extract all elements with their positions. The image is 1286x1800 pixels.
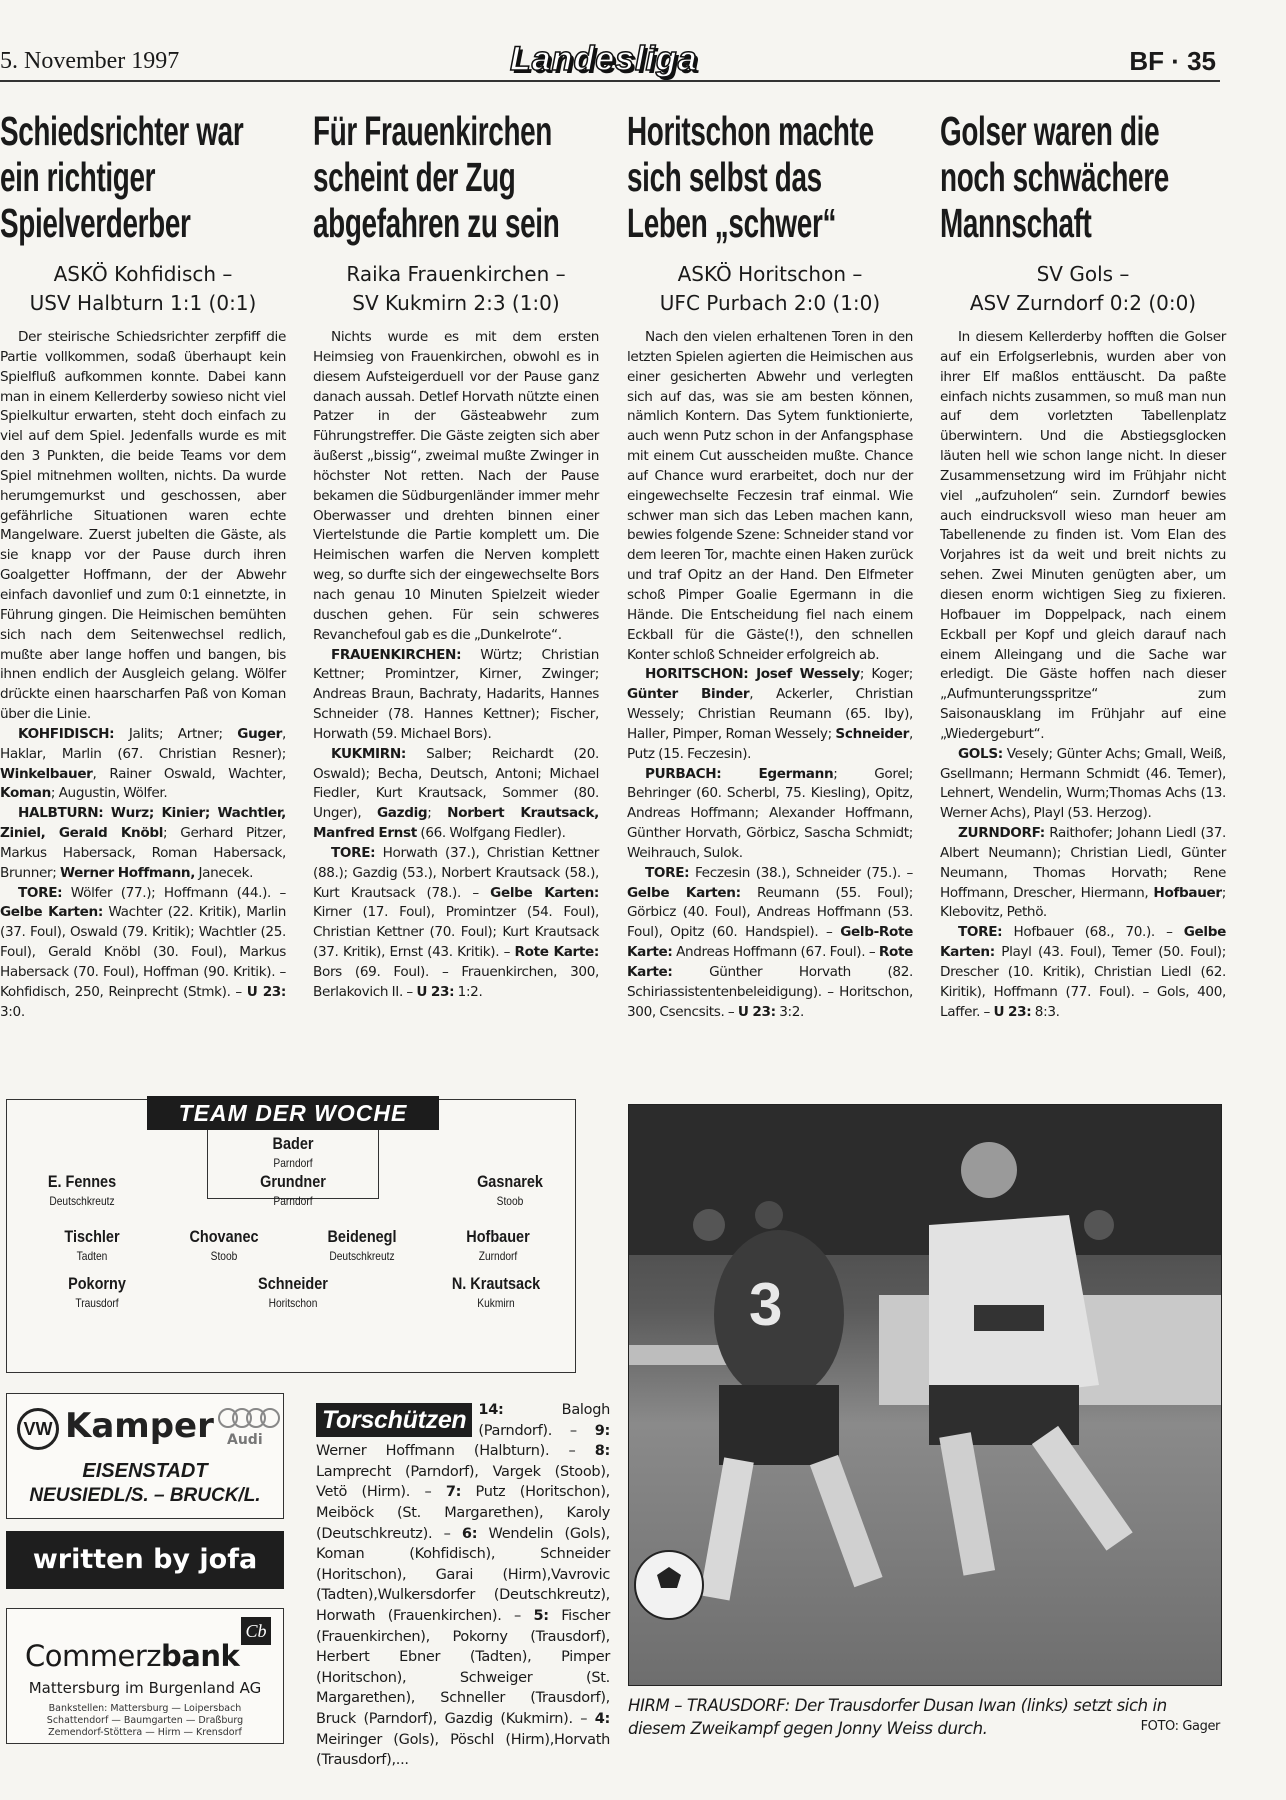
article-headline [0,108,286,248]
team-player [435,1172,585,1208]
text-run: 3:2. [775,1003,805,1020]
match-line: ASKÖ Horitschon – [677,262,863,286]
text-run: ; Klebovitz, Pethö. [940,884,1226,921]
bold-text-run: Gelbe Karten: [0,904,103,921]
player-name: Chovanec [189,1227,259,1246]
photo-caption [628,1694,1220,1740]
bold-text-run: Werner Hoffmann, [59,864,196,881]
team-player [22,1274,172,1310]
text-run: Wendelin (Gols), Koman (Kohfidisch), Schneider (Horitschon), Garai (Hirm),Vavrovic (Tadten),Wulkersdorfer (Deutschkreutz), Horwath (Frauenkirchen). – [316,1525,610,1624]
article-body [940,328,1226,1023]
bold-text-run: KOHFIDISCH: [18,725,115,742]
article-body [313,328,599,1003]
text-run: Playl (43. Foul), Temer (50. Foul); Drescher (10. Kritik), Christian Liedl (62. Kiritik), Hoffmann (77. Foul). – Gols, 400, Laffer. – [940,944,1226,1020]
commerzbank-ad [6,1608,284,1744]
bold-text-run: Schneider [835,725,910,742]
player-name: E. Fennes [47,1172,117,1191]
written-by-jofa-banner: written by jofa [6,1531,284,1589]
match-line: ASKÖ Kohfidisch – [53,262,233,286]
paragraph [627,765,913,864]
player-club: Horitschon [268,1296,318,1310]
text-run: , Rainer Oswald, Wachter, [92,765,286,782]
paragraph [313,328,599,646]
article-horitschon-purbach [627,108,913,1023]
article-gols-zurndorf [940,108,1226,1023]
bold-text-run: Guger [237,725,283,742]
paragraph [627,864,913,1023]
bold-text-run: 9: [594,1422,610,1439]
jersey-number: 3 [749,1271,783,1338]
player-club: Parndorf [273,1156,313,1170]
paragraph [0,804,286,883]
headline-line: Leben „schwer“ [627,200,837,246]
kamper-name: Kamper [65,1406,214,1446]
bold-text-run: TORE: [18,884,63,901]
bold-text-run: Gelbe Karten: [627,884,741,901]
match-result [940,260,1226,318]
top-scorers-title: Torschützen [316,1403,472,1437]
player-club: Stoob [210,1249,238,1263]
bold-text-run: TORE: [331,844,376,861]
bold-text-run: HORITSCHON: Josef Wessely [645,666,860,683]
text-run: Kirner (17. Foul), Promintzer (54. Foul), Christian Kettner (70. Foul); Kurt Krautsack (37. Kritik), Ernst (43. Kritik). – [313,904,599,961]
kamper-location-2: NEUSIEDL/S. – BRUCK/L. [29,1485,261,1506]
commerzbank-name-light: Commerz [25,1639,161,1673]
player-name: Bader [272,1134,314,1153]
header-rule [0,80,1220,82]
match-result [313,260,599,318]
bold-text-run: U 23: [993,1003,1032,1020]
paragraph [940,824,1226,923]
player-name: Grundner [260,1172,326,1191]
commerzbank-name-bold: bank [160,1639,240,1673]
vw-logo-icon: VW [17,1408,59,1450]
text-run: Hofbauer (68., 70.). – [1002,924,1184,941]
text-run: 1:2. [454,983,483,1000]
player-name: Tischler [64,1227,120,1246]
photo-credit: FOTO: Gager [1140,1719,1220,1734]
text-run: Wachter (22. Kritik), Marlin (37. Foul), Oswald (79. Kritik); Wachtler (25. Foul), Gerald Knöbl (30. Foul), Markus Habersack (70. Foul), Hoffman (90. Kritik). – Kohfidisch, 250, Reinprecht (Stmk). – [0,904,286,1000]
player-club: Deutschkreutz [329,1249,395,1263]
headline-line: ein richtiger [0,154,156,200]
text-run: Andreas Hoffmann (67. Foul). – [672,944,879,961]
text-run: Wölfer (77.); Hoffmann (44.). – [62,884,286,901]
headline-line: sich selbst das [627,154,822,200]
match-line: SV Gols – [1036,262,1130,286]
player-club: Parndorf [273,1194,313,1208]
paragraph [627,665,913,764]
player-club: Trausdorf [75,1296,119,1310]
branch-line: Schattendorf — Baumgarten — Draßburg [46,1715,244,1726]
text-run: ; [427,805,448,822]
paragraph [940,328,1226,745]
match-line: SV Kukmirn 2:3 (1:0) [352,291,560,315]
photo-two-players-dueling [629,1105,1221,1685]
headline-line: Spielverderber [0,200,191,246]
bold-text-run: Rote Karte: [627,944,913,980]
bold-text-run: HALBTURN: Wurz; Kinier; Wachtler, Ziniel, Gerald Knöbl [0,805,286,842]
team-player [218,1172,368,1208]
text-run: Günther Horvath (82. Schiriassistentenbeleidigung). – Horitschon, 300, Csencsits. – [627,964,913,1020]
text-run: , Ackerler, Christian Wessely; Christian Reumann (65. Iby), Haller, Pimper, Roman Wessely; [627,686,913,742]
bold-text-run: Gelbe Karten: [490,884,599,901]
team-player [218,1134,368,1170]
text-run: Jalits; Artner; [114,725,238,742]
text-run: Reumann (55. Foul); Görbicz (40. Foul), Andreas Hoffmann (53. Foul), Opitz (60. Handspiel). – [627,884,913,941]
bold-text-run: 8: [594,1443,610,1460]
bold-text-run: TORE: [645,864,690,881]
text-run: , Putz (15. Feczesin). [627,725,913,762]
match-line: ASV Zurndorf 0:2 (0:0) [969,291,1197,315]
player-club: Zurndorf [478,1249,518,1263]
team-player [7,1172,157,1208]
bold-text-run: Gelb-Rote Karte: [627,924,913,961]
article-headline [313,108,599,248]
team-player [17,1227,167,1263]
text-run: Raithofer; Johann Liedl (37. Albert Neumann); Christian Liedl, Günter Neumann, Thomas Horvath; Rene Hoffmann, Drescher, Hiermann, [940,825,1226,901]
text-run: ; Gerhard Pitzer, Markus Habersack, Roman Habersack, Brunner; [0,825,286,881]
bold-text-run: GOLS: [958,745,1003,762]
player-name: N. Krautsack [451,1274,541,1293]
article-body [627,328,913,1023]
caption-text: HIRM – TRAUSDORF: Der Trausdorfer Dusan Iwan (links) setzt sich in diesem Zweikampf gegen Jonny Weiss durch. [628,1696,1167,1738]
bold-text-run: Winkelbauer [0,765,93,782]
kamper-ad [6,1393,284,1519]
headline-line: Schiedsrichter war [0,108,244,154]
commerzbank-name [25,1639,239,1673]
text-run: Janecek. [195,864,254,881]
commerzbank-subtitle: Mattersburg im Burgenland AG [28,1679,262,1697]
text-run: Der steirische Schiedsrichter zerpfiff die Partie vollkommen, sodaß überhaupt kein Spielfluß aufkommen konnte. Dabei kann man in einem Kellerderby sowieso nicht viel Spielkultur erwarten, steht doch einfach zu viel auf dem Spiel. Jedenfalls wurde es mit den 3 Punkten, die beide Teams vor dem Spiel mitnehmen wollten, nichts. Da wurde herumgemurkst und geschossen, aber gefährliche Situationen waren echte Mangelware. Zuerst jubelten die Gäste, als sie knapp vor der Pause durch ihren Goalgetter Hoffmann, der der Abwehr einfach davonlief und zum 0:1 einnetzte, in Führung gingen. Die Heimischen bemühten sich nach dem Seitenwechsel redlich, mußte aber lange hoffen und bangen, bis ihnen endlich der Ausgleich gelang. Wölfer drückte einen haarscharfen Paß von Koman über die Linie. [0,329,286,723]
bold-text-run: 4: [594,1710,610,1727]
bold-text-run: Koman [0,785,51,802]
player-club: Deutschkreutz [49,1194,115,1208]
paragraph [0,328,286,725]
text-run: Nach den vielen erhaltenen Toren in den letzten Spielen agierten die Heimischen aus einer gesicherten Abwehr und verlegten sich auf das, was sie am besten können, nämlich Kontern. Das Sytem funktionierte, auch wenn Putz schon in der Anfangsphase mit einem Cut ausscheiden mußte. Chance auf Chance wurd erarbeitet, doch nur der eingewechselte Feczesin traf einmal. Wie schwer man sich das Leben machen kann, bewies folgende Szene: Schneider stand vor dem leeren Tor, machte einen Haken zurück und traf Opitz an der Hand. Den Elfmeter schoß Pimper Goalie Egermann in die Hände. Die Entscheidung fiel nach einem Eckball für die Gäste(!), den schnellen Konter schloß Schneider erfolgreich ab. [627,329,913,663]
text-run: Balogh (Parndorf). – [478,1402,610,1439]
headline-line: noch schwächere [940,154,1169,200]
bold-text-run: 6: [461,1525,478,1542]
match-line: UFC Purbach 2:0 (1:0) [659,291,881,315]
branch-line: Zemendorf-Stöttera — Hirm — Krensdorf [48,1727,242,1738]
headline-line: Horitschon machte [627,108,874,154]
text-run: Bors (69. Foul). – Frauenkirchen, 300, Berlakovich II. – [313,964,599,1000]
bold-text-run: Hofbauer [1153,884,1222,901]
bold-text-run: Günter Binder [627,686,750,703]
text-run: Nichts wurde es mit dem ersten Heimsieg von Frauenkirchen, obwohl es in diesem Aufsteigerduell vor der Pause ganz danach aussah. Detlef Horvath nützte einen Patzer in der Gästeabwehr zum Führungstreffer. Die Gäste zeigten sich aber äußerst „bissig“, zweimal mußte Zwinger in höchster Not retten. Nach der Pause bekamen die Südburgenländer immer mehr Oberwasser und drehten binnen einer Viertelstunde die Partie komplett um. Die Heimischen warfen die Nerven komplett weg, so durfte sich der eingewechselte Bors nach genau 10 Minuten Spielzeit wieder duschen gehen. Für sein schweres Revanchefoul gab es die „Dunkelrote“. [313,329,599,643]
article-frauenkirchen-kukmirn [313,108,599,1003]
top-scorers-text [316,1402,610,1768]
player-name: Gasnarek [477,1172,543,1191]
team-player [149,1227,299,1263]
headline-line: Golser waren die [940,108,1160,154]
bold-text-run: Gazdig [377,805,428,822]
bold-text-run: 14: [478,1402,504,1418]
headline-line: Mannschaft [940,200,1092,246]
text-run: In diesem Kellerderby hofften die Golser auf ein Erfolgserlebnis, wurden aber von ihrer Elf maßlos enttäuscht. Da paßte einfach nichts zusammen, so muß man nun auf dem vorletzten Tabellenplatz überwintern. Und die Abstiegsglocken läuten hell wie schon lange nicht. In dieser Zusammensetzung wird im Frühjahr nicht viel „aufzuholen“ sein. Zurndorf bewies auch eindrucksvoll wieso man heuer am Tabellenende zu finden ist. Vom Elan des Vorjahres ist da weit und breit nichts zu sehen. Zwei Minuten genügten aber, um diesen enorm wichtigen Sieg zu fixieren. Hofbauer im Doppelpack, nach einem Eckball per Kopf und gleich darauf nach einem Alleingang und die Sache war erledigt. Die Gäste hoffen nach dieser „Aufmunterungsspritze“ zum Saisonausklang im Frühjahr auf eine „Wiedergeburt“. [940,329,1226,742]
bold-text-run: Gelbe Karten: [940,924,1226,961]
issue-date: 5. November 1997 [0,48,180,74]
match-line: USV Halbturn 1:1 (0:1) [29,291,257,315]
paragraph [0,725,286,804]
page-number: BF · 35 [1129,46,1216,76]
text-run: Meiringer (Gols), Pöschl (Hirm),Horvath (Trausdorf),... [316,1731,610,1769]
player-name: Pokorny [68,1274,126,1293]
text-run: Fischer (Frauenkirchen), Pokorny (Trausdorf), Herbert Ebner (Tadten), Pimper (Horitschon), Schweiger (St. Margarethen), Schneller (Trausdorf), Bruck (Parndorf), Gazdig (Kukmirn). – [316,1607,611,1727]
bold-text-run: Rote Karte: [514,944,599,961]
team-player [287,1227,437,1263]
paragraph [940,745,1226,824]
text-run: ; Koger; [859,666,913,683]
article-headline [940,108,1226,248]
text-run: 8:3. [1031,1003,1060,1020]
paragraph [627,328,913,665]
bold-text-run: 7: [445,1484,462,1501]
text-run: ; Gorel; Behringer (60. Scherbl, 75. Kiesling), Opitz, Andreas Hoffmann; Alexander Hoffmann, Günther Horvath, Görbicz, Sascha Schmidt; Weihrauch, Sulok. [627,765,913,861]
bold-text-run: U 23: [246,983,286,1000]
text-run: 3:0. [0,1003,25,1020]
team-player [218,1274,368,1310]
headline-line: Für Frauenkirchen [313,108,553,154]
text-run: Lamprecht (Parndorf), Vargek (Stoob), Vetö (Hirm). – [316,1463,610,1501]
article-body [0,328,286,1023]
kamper-location-1: EISENSTADT [82,1460,208,1482]
text-run: Salber; Reichardt (20. Oswald); Becha, Deutsch, Antoni; Michael Fiedler, Kurt Krautsack, Sommer (80. Unger), [313,745,599,822]
section-title: Landesliga [510,40,698,78]
text-run: , Haklar, Marlin (67. Christian Resner); [0,725,286,762]
text-run: Putz (Horitschon), Meiböck (St. Margarethen), Karoly (Deutschkreutz). – [316,1484,610,1542]
match-photo [628,1104,1222,1686]
player-club: Kukmirn [477,1296,515,1310]
player-club: Tadten [76,1249,108,1263]
text-run: Werner Hoffmann (Halbturn). – [316,1443,595,1460]
article-kohfidisch-halbturn [0,108,286,1023]
paragraph [313,745,599,844]
commerzbank-branches [7,1703,283,1739]
bold-text-run: U 23: [416,983,455,1000]
bold-text-run: KUKMIRN: [331,745,406,762]
article-headline [627,108,913,248]
bold-text-run: ZURNDORF: [958,825,1045,842]
text-run: ; Augustin, Wölfer. [50,785,168,802]
paragraph [940,923,1226,1022]
headline-line: abgefahren zu sein [313,200,560,246]
text-run: Feczesin (38.), Schneider (75.). – [689,864,913,881]
branch-line: Bankstellen: Mattersburg — Loipersbach [48,1703,242,1714]
bold-text-run: Norbert Krautsack, Manfred Ernst [313,805,599,842]
top-scorers [316,1400,610,1771]
text-run: Würtz; Christian Kettner; Promintzer, Kirner, Zwinger; Andreas Braun, Bachraty, Hadarits, Hannes Schneider (78. Hannes Kettner); Fischer, Horwath (59. Michael Bors). [313,646,599,742]
bold-text-run: U 23: [737,1003,776,1020]
text-run: Horwath (37.), Christian Kettner (88.); Gazdig (53.), Norbert Krautsack (58.), Kurt Krautsack (78.). – [313,844,599,901]
match-line: Raika Frauenkirchen – [346,262,566,286]
bold-text-run: 5: [533,1607,549,1624]
text-run: Vesely; Günter Achs; Gmall, Weiß, Gsellmann; Hermann Schmidt (46. Temer), Lehnert, Wendelin, Wurm;Thomas Achs (13. Werner Achs), Playl (53. Herzog). [940,745,1226,822]
team-of-the-week-title: TEAM DER WOCHE [147,1096,439,1130]
audi-rings-icon [217,1406,281,1430]
headline-line: scheint der Zug [313,154,516,200]
player-name: Hofbauer [466,1227,530,1246]
text-run: (66. Wolfgang Fiedler). [416,825,566,842]
bold-text-run: PURBACH: Egermann [645,765,834,782]
player-name: Beidenegl [327,1227,397,1246]
team-player [421,1274,571,1310]
paragraph [313,844,599,1003]
player-name: Schneider [258,1274,328,1293]
team-of-the-week [6,1099,576,1373]
commerzbank-logo-icon: Cb [241,1617,271,1645]
match-result [627,260,913,318]
team-player [423,1227,573,1263]
paragraph [0,884,286,1023]
match-result [0,260,286,318]
bold-text-run: TORE: [958,924,1003,941]
bold-text-run: FRAUENKIRCHEN: [331,646,462,663]
player-club: Stoob [496,1194,524,1208]
audi-text: Audi [227,1432,263,1448]
paragraph [313,646,599,745]
